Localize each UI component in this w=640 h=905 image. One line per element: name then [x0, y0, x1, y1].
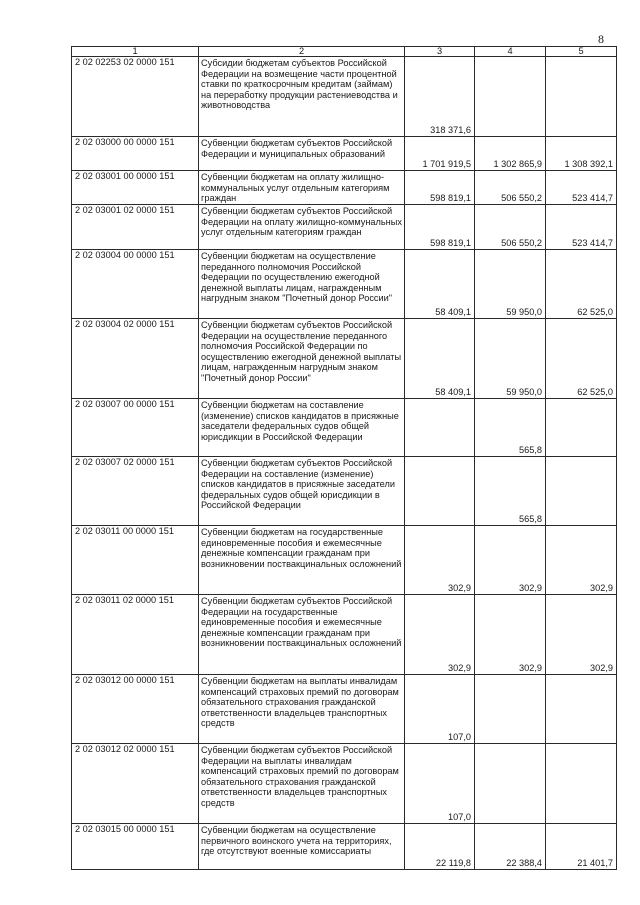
budget-code: 2 02 03012 00 0000 151	[72, 675, 199, 744]
value-col3: 1 701 919,5	[405, 137, 475, 171]
row-description: Субвенции бюджетам субъектов Российской Федерации на государственные единовременные пособия и ежемесячные денежные компенсации гражданам при возникновении поствакцинальных осложнений	[199, 595, 405, 675]
budget-code: 2 02 03007 02 0000 151	[72, 457, 199, 526]
column-header: 5	[546, 47, 617, 57]
row-description: Субвенции бюджетам на выплаты инвалидам компенсаций страховых премий по договорам обязательного страхования гражданской ответственности владельцев транспортных средств	[199, 675, 405, 744]
value-col3: 598 819,1	[405, 205, 475, 250]
table-row	[72, 171, 617, 205]
table-row	[72, 675, 617, 744]
value-col4: 506 550,2	[475, 171, 546, 205]
table-row	[72, 137, 617, 171]
value-col3	[405, 399, 475, 457]
value-col4	[475, 675, 546, 744]
budget-code: 2 02 03011 02 0000 151	[72, 595, 199, 675]
value-col4: 565,8	[475, 399, 546, 457]
value-col3: 318 371,6	[405, 57, 475, 137]
column-header: 3	[405, 47, 475, 57]
row-description: Субвенции бюджетам на государственные единовременные пособия и ежемесячные денежные компенсации гражданам при возникновении поствакцинальных осложнений	[199, 526, 405, 595]
value-col3: 107,0	[405, 744, 475, 824]
value-col4	[475, 57, 546, 137]
value-col5	[546, 399, 617, 457]
table-row	[72, 526, 617, 595]
value-col4: 565,8	[475, 457, 546, 526]
value-col5: 62 525,0	[546, 250, 617, 319]
table-row	[72, 319, 617, 399]
value-col4: 22 388,4	[475, 824, 546, 870]
column-header: 4	[475, 47, 546, 57]
table-row	[72, 250, 617, 319]
page-number: 8	[598, 32, 604, 46]
row-description: Субсидии бюджетам субъектов Российской Федерации на возмещение части процентной ставки по краткосрочным кредитам (займам) на переработку продукции растениеводства и животноводства	[199, 57, 405, 137]
row-description: Субвенции бюджетам субъектов Российской Федерации на выплаты инвалидам компенсаций страховых премий по договорам обязательного страхования гражданской ответственности владельцев транспортных средств	[199, 744, 405, 824]
table-row	[72, 57, 617, 137]
value-col3	[405, 457, 475, 526]
value-col3: 107,0	[405, 675, 475, 744]
table-row	[72, 399, 617, 457]
value-col3: 302,9	[405, 595, 475, 675]
budget-code: 2 02 03007 00 0000 151	[72, 399, 199, 457]
value-col5: 21 401,7	[546, 824, 617, 870]
table-row	[72, 595, 617, 675]
value-col4	[475, 744, 546, 824]
budget-code: 2 02 03004 02 0000 151	[72, 319, 199, 399]
value-col3: 58 409,1	[405, 319, 475, 399]
budget-code: 2 02 03001 00 0000 151	[72, 171, 199, 205]
budget-code: 2 02 03015 00 0000 151	[72, 824, 199, 870]
value-col5: 523 414,7	[546, 171, 617, 205]
value-col3: 22 119,8	[405, 824, 475, 870]
budget-code: 2 02 03004 00 0000 151	[72, 250, 199, 319]
value-col5	[546, 457, 617, 526]
budget-code: 2 02 03001 02 0000 151	[72, 205, 199, 250]
row-description: Субвенции бюджетам субъектов Российской Федерации на оплату жилищно-коммунальных услуг отдельным категориям граждан	[199, 205, 405, 250]
value-col5	[546, 675, 617, 744]
value-col4: 302,9	[475, 526, 546, 595]
value-col4: 1 302 865,9	[475, 137, 546, 171]
budget-code: 2 02 03012 02 0000 151	[72, 744, 199, 824]
column-header: 1	[72, 47, 199, 57]
value-col3: 58 409,1	[405, 250, 475, 319]
budget-table	[71, 46, 617, 870]
table-header-row	[72, 47, 617, 57]
value-col5: 62 525,0	[546, 319, 617, 399]
row-description: Субвенции бюджетам на оплату жилищно-коммунальных услуг отдельным категориям граждан	[199, 171, 405, 205]
value-col4: 506 550,2	[475, 205, 546, 250]
value-col3: 302,9	[405, 526, 475, 595]
value-col4: 59 950,0	[475, 250, 546, 319]
row-description: Субвенции бюджетам на составление (изменение) списков кандидатов в присяжные заседатели федеральных судов общей юрисдикции в Российской Федерации	[199, 399, 405, 457]
budget-code: 2 02 02253 02 0000 151	[72, 57, 199, 137]
value-col5	[546, 744, 617, 824]
value-col5: 523 414,7	[546, 205, 617, 250]
row-description: Субвенции бюджетам на осуществление первичного воинского учета на территориях, где отсутствуют военные комиссариаты	[199, 824, 405, 870]
budget-code: 2 02 03011 00 0000 151	[72, 526, 199, 595]
table-row	[72, 457, 617, 526]
row-description: Субвенции бюджетам субъектов Российской Федерации на составление (изменение) списков кандидатов в присяжные заседатели федеральных судов общей юрисдикции в Российской Федерации	[199, 457, 405, 526]
value-col5: 1 308 392,1	[546, 137, 617, 171]
column-header: 2	[199, 47, 405, 57]
table-row	[72, 824, 617, 870]
row-description: Субвенции бюджетам субъектов Российской Федерации на осуществление переданного полномочия Российской Федерации по осуществлению ежегодной денежной выплаты лицам, награжденным нагрудным знаком "Почетный донор России"	[199, 319, 405, 399]
value-col5	[546, 57, 617, 137]
row-description: Субвенции бюджетам на осуществление переданного полномочия Российской Федерации по осуществлению ежегодной денежной выплаты лицам, награжденным нагрудным знаком "Почетный донор России"	[199, 250, 405, 319]
table-row	[72, 205, 617, 250]
table-row	[72, 744, 617, 824]
value-col5: 302,9	[546, 526, 617, 595]
value-col5: 302,9	[546, 595, 617, 675]
row-description: Субвенции бюджетам субъектов Российской Федерации и муниципальных образований	[199, 137, 405, 171]
value-col4: 59 950,0	[475, 319, 546, 399]
budget-code: 2 02 03000 00 0000 151	[72, 137, 199, 171]
value-col3: 598 819,1	[405, 171, 475, 205]
value-col4: 302,9	[475, 595, 546, 675]
